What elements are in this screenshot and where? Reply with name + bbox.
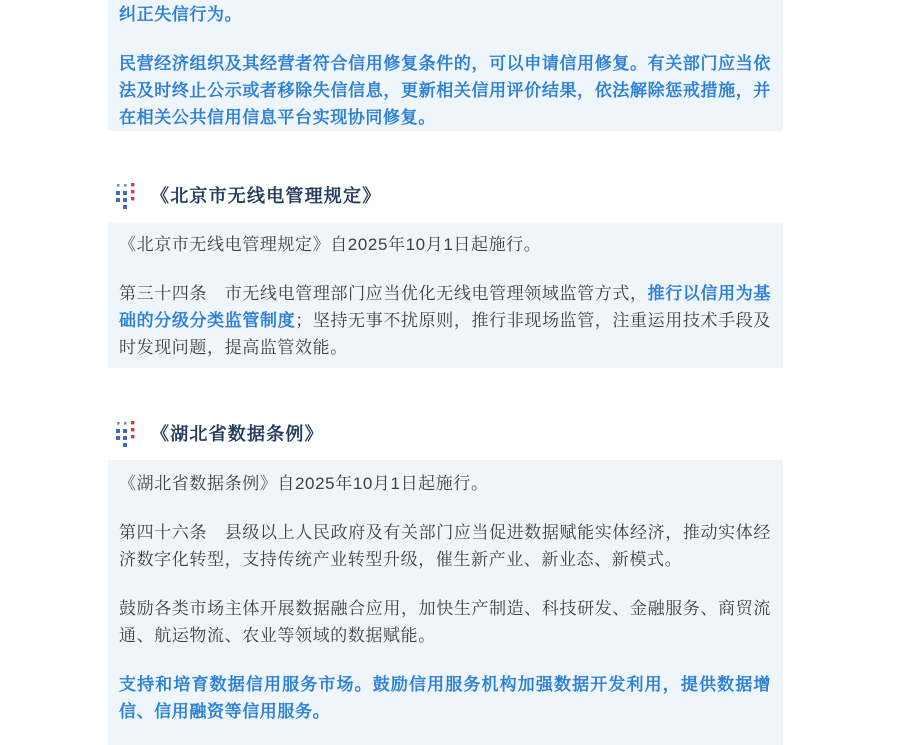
beijing-effective-line: 《北京市无线电管理规定》自2025年10月1日起施行。 xyxy=(119,235,542,254)
beijing-article-suffix: ；坚持无事不扰原则，推行非现场监管，注重运用技术手段及时发现问题，提高监管效能。 xyxy=(119,311,772,357)
hubei-article-paragraph: 第四十六条 县级以上人民政府及有关部门应当促进数据赋能实体经济，推动实体经济数字化转型，支持传统产业转型升级，催生新产业、新业态、新模式。 xyxy=(119,523,771,569)
hubei-highlight-paragraph: 支持和培育数据信用服务市场。鼓励信用服务机构加强数据开发利用，提供数据增信、信用融资等信用服务。 xyxy=(119,675,771,721)
beijing-regulation-box xyxy=(108,223,783,368)
beijing-article-paragraph xyxy=(119,280,771,361)
intro-tail-line: 纠正失信行为。 xyxy=(119,5,243,24)
hubei-encourage-paragraph: 鼓励各类市场主体开展数据融合应用，加快生产制造、科技研发、金融服务、商贸流通、航运物流、农业等领域的数据赋能。 xyxy=(119,599,771,645)
section-title-beijing: 《北京市无线电管理规定》 xyxy=(151,186,382,206)
intro-highlight-box xyxy=(108,0,783,131)
section-title-hubei: 《湖北省数据条例》 xyxy=(151,424,324,444)
beijing-article-prefix: 第三十四条 市无线电管理部门应当优化无线电管理领域监管方式， xyxy=(119,284,648,303)
hubei-effective-line: 《湖北省数据条例》自2025年10月1日起施行。 xyxy=(119,474,489,493)
dots-decoration-icon xyxy=(114,421,136,448)
beijing-article-highlight: 推行以信用为基础的分级分类监管制度 xyxy=(119,284,772,330)
dots-decoration-icon xyxy=(114,183,136,210)
intro-paragraph: 民营经济组织及其经营者符合信用修复条件的，可以申请信用修复。有关部门应当依法及时终止公示或者移除失信信息，更新相关信用评价结果，依法解除惩戒措施，并在相关公共信用信息平台实现协同修复。 xyxy=(119,54,771,127)
hubei-regulation-box xyxy=(108,460,783,745)
article-content xyxy=(108,0,783,745)
section-heading-hubei xyxy=(108,421,783,448)
section-heading-beijing xyxy=(108,183,783,210)
